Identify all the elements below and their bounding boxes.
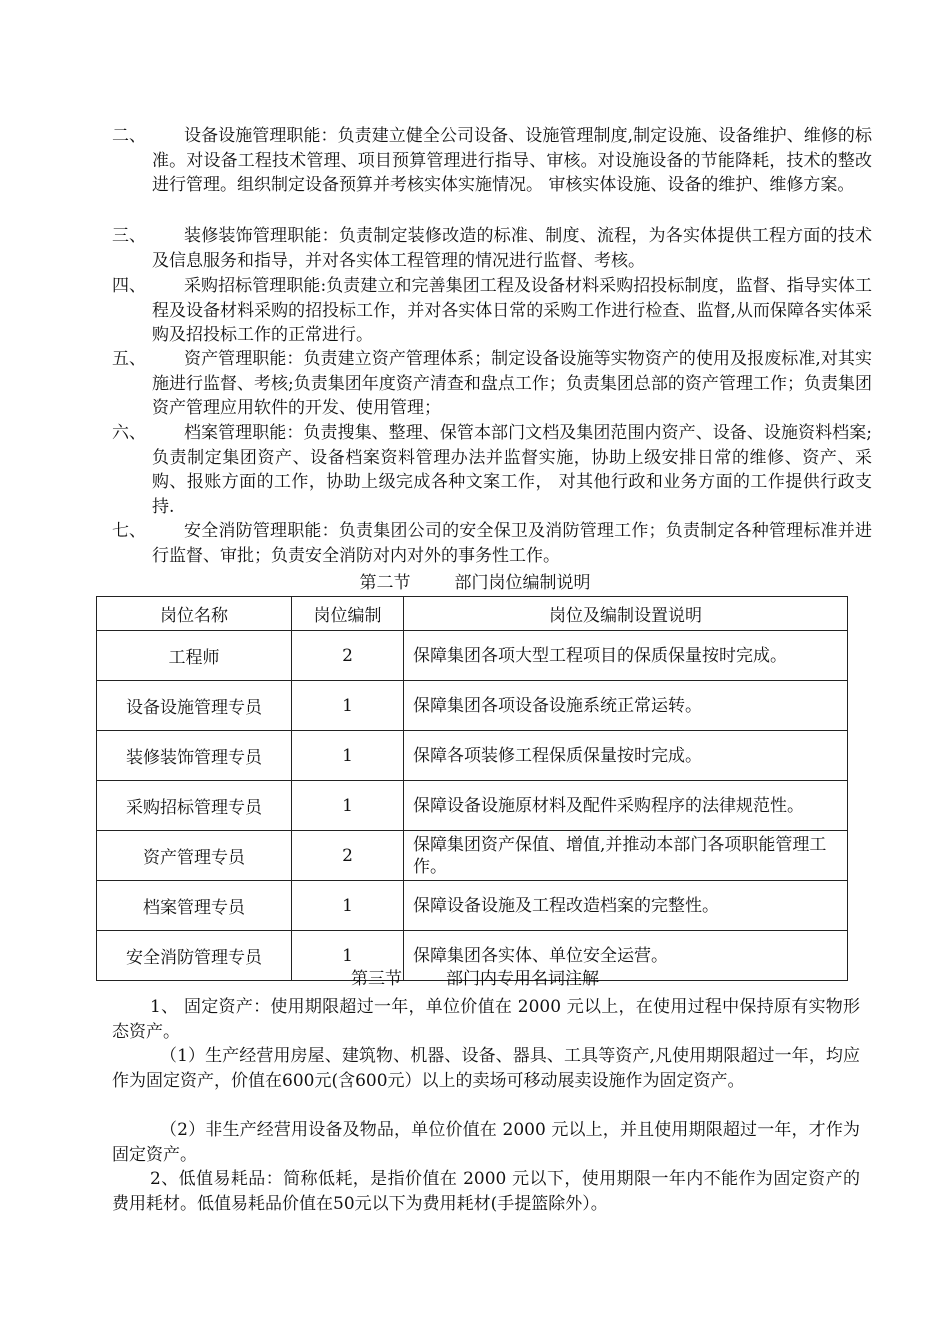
section-title: 部门岗位编制说明 [454, 573, 591, 593]
item-text: 装修装饰管理职能：负责制定装修改造的标准、制度、流程，为各实体提供工程方面的技术及信息服务和指导，并对各实体工程管理的情况进行监督、考核。 [152, 226, 872, 271]
item-text: 设备设施管理职能：负责建立健全公司设备、设施管理制度,制定设施、设备维护、维修的标准。对设备工程技术管理、项目预算管理进行指导、审核。对设施设备的节能降耗，技术的整改进行管理。组织制定设备预算并考核实体实施情况。 审核实体设施、设备的维护、维修方案。 [152, 126, 872, 195]
item-text: 档案管理职能：负责搜集、整理、保管本部门文档及集团范围内资产、设备、设施资料档案;负责制定集团资产、设备档案资料管理办法并监督实施，协助上级安排日常的维修、资产、采购、报账方面的工作，协助上级完成各种文案工作， 对其他行政和业务方面的工作提供行政支持. [152, 423, 872, 517]
function-item-fire-safety [112, 519, 872, 568]
headcount: 1 [292, 731, 404, 781]
position-table [96, 596, 848, 981]
function-item-archives [112, 421, 872, 519]
position-description: 保障各项装修工程保质保量按时完成。 [404, 731, 848, 781]
section-heading-3 [0, 968, 950, 990]
position-name: 工程师 [97, 631, 292, 681]
table-row [97, 631, 848, 681]
glossary-fixed-assets-clause-1: （1）生产经营用房屋、建筑物、机器、设备、器具、工具等资产,凡使用期限超过一年，均应作为固定资产，价值在600元(含600元）以上的卖场可移动展卖设施作为固定资产。 [112, 1046, 860, 1091]
item-number: 七、 [112, 521, 146, 541]
headcount: 1 [292, 681, 404, 731]
item-number: 三、 [112, 226, 146, 246]
item-text: 资产管理职能：负责建立资产管理体系；制定设备设施等实物资产的使用及报废标准,对其实施进行监督、考核;负责集团年度资产清查和盘点工作；负责集团总部的资产管理工作；负责集团资产管理应用软件的开发、使用管理； [152, 349, 872, 418]
headcount: 2 [292, 631, 404, 681]
section-label: 第三节 [351, 969, 402, 989]
item-text: 安全消防管理职能：负责集团公司的安全保卫及消防管理工作；负责制定各种管理标准并进行监督、审批；负责安全消防对内对外的事务性工作。 [152, 521, 872, 566]
glossary-fixed-assets-clause-2: （2）非生产经营用设备及物品，单位价值在 2000 元以上，并且使用期限超过一年，才作为固定资产。 [112, 1120, 860, 1165]
headcount: 1 [292, 781, 404, 831]
section-heading-2 [0, 572, 950, 594]
table-row [97, 681, 848, 731]
table-row [97, 881, 848, 931]
position-description: 保障集团各实体、单位安全运营。 [404, 931, 848, 981]
column-header-headcount: 岗位编制 [292, 597, 404, 631]
item-number: 二、 [112, 126, 146, 146]
headcount: 2 [292, 831, 404, 881]
table-row [97, 831, 848, 881]
position-description: 保障集团各项设备设施系统正常运转。 [404, 681, 848, 731]
position-name: 档案管理专员 [97, 881, 292, 931]
column-header-description: 岗位及编制设置说明 [404, 597, 848, 631]
function-item-decoration [112, 224, 872, 273]
section-title: 部门内专用名词注解 [446, 969, 599, 989]
headcount: 1 [292, 881, 404, 931]
position-name: 采购招标管理专员 [97, 781, 292, 831]
position-description: 保障集团资产保值、增值,并推动本部门各项职能管理工作。 [404, 831, 848, 881]
glossary-fixed-assets: 1、 固定资产：使用期限超过一年，单位价值在 2000 元以上，在使用过程中保持原有实物形态资产。 [112, 997, 860, 1042]
function-item-equipment [112, 124, 872, 198]
headcount: 1 [292, 931, 404, 981]
position-name: 资产管理专员 [97, 831, 292, 881]
position-name: 安全消防管理专员 [97, 931, 292, 981]
position-description: 保障设备设施及工程改造档案的完整性。 [404, 881, 848, 931]
position-name: 装修装饰管理专员 [97, 731, 292, 781]
item-number: 四、 [112, 276, 146, 296]
table-row [97, 731, 848, 781]
function-item-assets [112, 347, 872, 421]
column-header-position: 岗位名称 [97, 597, 292, 631]
item-text: 采购招标管理职能:负责建立和完善集团工程及设备材料采购招投标制度，监督、指导实体工程及设备材料采购的招投标工作，并对各实体日常的采购工作进行检查、监督,从而保障各实体采购及招投标工作的正常进行。 [152, 276, 872, 345]
table-header-row [97, 597, 848, 631]
position-name: 设备设施管理专员 [97, 681, 292, 731]
function-item-procurement [112, 274, 872, 348]
glossary-low-value-consumables: 2、低值易耗品：简称低耗，是指价值在 2000 元以下，使用期限一年内不能作为固定资产的费用耗材。低值易耗品价值在50元以下为费用耗材(手提篮除外）。 [112, 1169, 860, 1214]
table-row [97, 781, 848, 831]
item-number: 六、 [112, 423, 146, 443]
item-number: 五、 [112, 349, 146, 369]
position-description: 保障集团各项大型工程项目的保质保量按时完成。 [404, 631, 848, 681]
position-description: 保障设备设施原材料及配件采购程序的法律规范性。 [404, 781, 848, 831]
section-label: 第二节 [359, 573, 411, 593]
